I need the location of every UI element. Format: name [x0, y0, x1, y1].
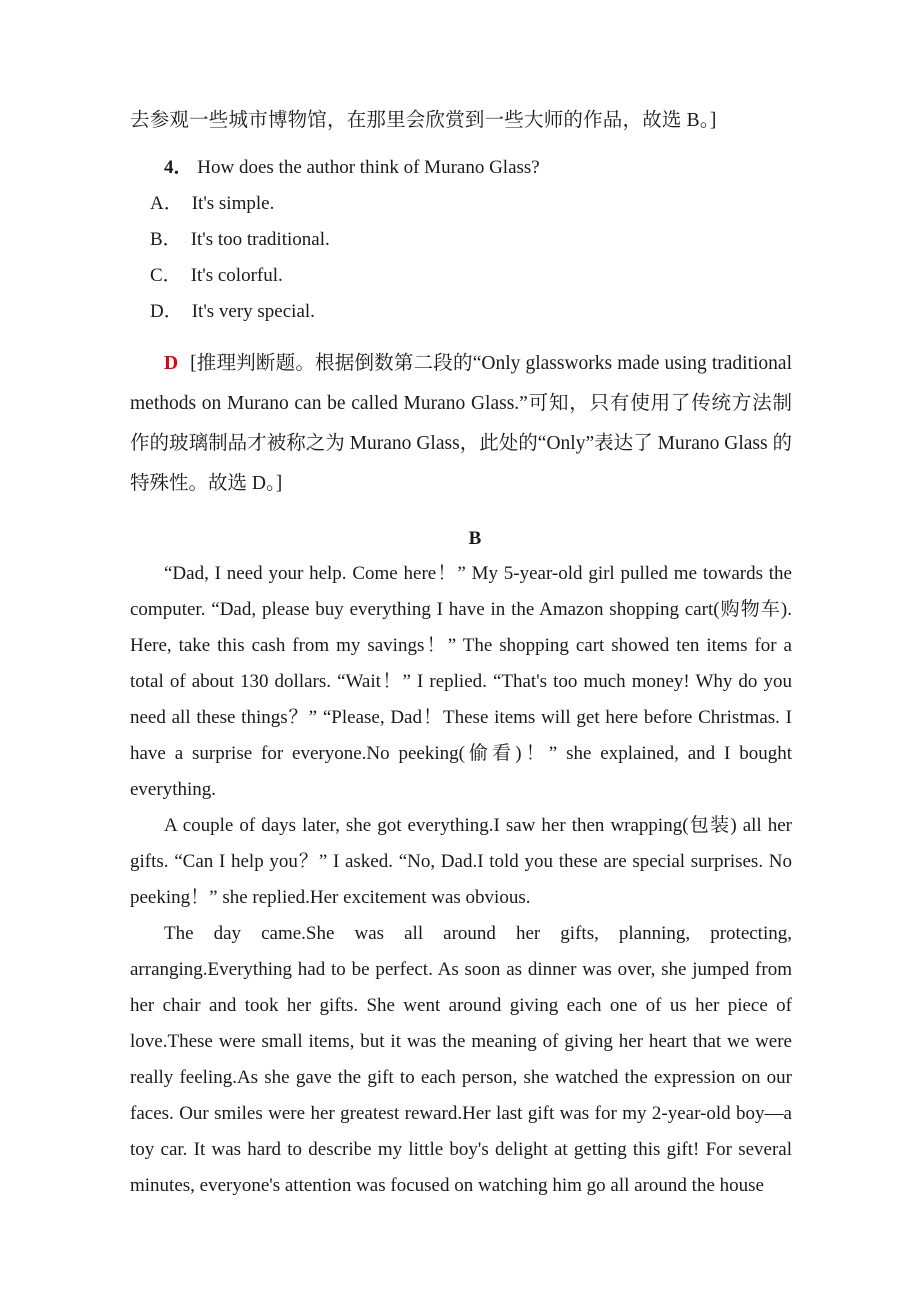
answer-explanation-block [130, 344, 792, 504]
passage-paragraph-3: The day came.She was all around her gifts, planning, protecting, arranging.Everything had to be perfect. As soon as dinner was over, she jumped from her chair and took her gifts. She went around giving each one of us her piece of love.These were small items, but it was the meaning of giving her heart that we were really feeling.As she gave the gift to each person, she watched the expression on our faces. Our smiles were her greatest reward.Her last gift was for my 2-year-old boy—a toy car. It was hard to describe my little boy's delight at getting this gift! For several minutes, everyone's attention was focused on watching him go all around the house [130, 923, 792, 1196]
answer-key-letter: D [164, 353, 179, 374]
question-stem-text: How does the author think of Murano Glass? [197, 157, 540, 178]
option-a[interactable] [130, 186, 792, 222]
continued-explanation-line: 去参观一些城市博物馆，在那里会欣赏到一些大师的作品，故选 B。] [130, 110, 717, 131]
option-c[interactable] [130, 258, 792, 294]
answer-explanation-text: [推理判断题。根据倒数第二段的“Only glassworks made using traditional methods on Murano can be called Murano Glass.”可知，只有使用了传统方法制作的玻璃制品才被称之为 Murano Glass，此处的“Only”表达了 Murano Glass 的特殊性。故选 D。] [130, 353, 792, 494]
option-c-letter: C． [150, 265, 182, 286]
option-b-letter: B． [150, 229, 182, 250]
option-b[interactable] [130, 222, 792, 258]
option-b-text: It's too traditional. [190, 229, 330, 250]
option-c-text: It's colorful. [190, 265, 283, 286]
question-4 [130, 150, 792, 186]
option-a-text: It's simple. [191, 193, 275, 214]
question-number: 4． [164, 157, 193, 178]
passage-paragraph-2: A couple of days later, she got everything.I saw her then wrapping(包装) all her gifts. “Can I help you？” I asked. “No, Dad.I told you these are special surprises. No peeking！” she replied.Her excitement was obvious. [130, 815, 792, 908]
option-d[interactable] [130, 294, 792, 330]
option-d-text: It's very special. [191, 301, 315, 322]
passage-paragraph-1: “Dad, I need your help. Come here！” My 5-year-old girl pulled me towards the computer. “Dad, please buy everything I have in the Amazon shopping cart(购物车). Here, take this cash from my savings！” The shopping cart showed ten items for a total of about 130 dollars. “Wait！” I replied. “That's too much money! Why do you need all these things？” “Please, Dad！These items will get here before Christmas. I have a surprise for everyone.No peeking(偷看)！” she explained, and I bought everything. [130, 563, 792, 800]
passage-section-heading: B [468, 528, 482, 549]
option-d-letter: D． [150, 301, 183, 322]
page-content [130, 104, 792, 1204]
option-a-letter: A． [150, 193, 183, 214]
